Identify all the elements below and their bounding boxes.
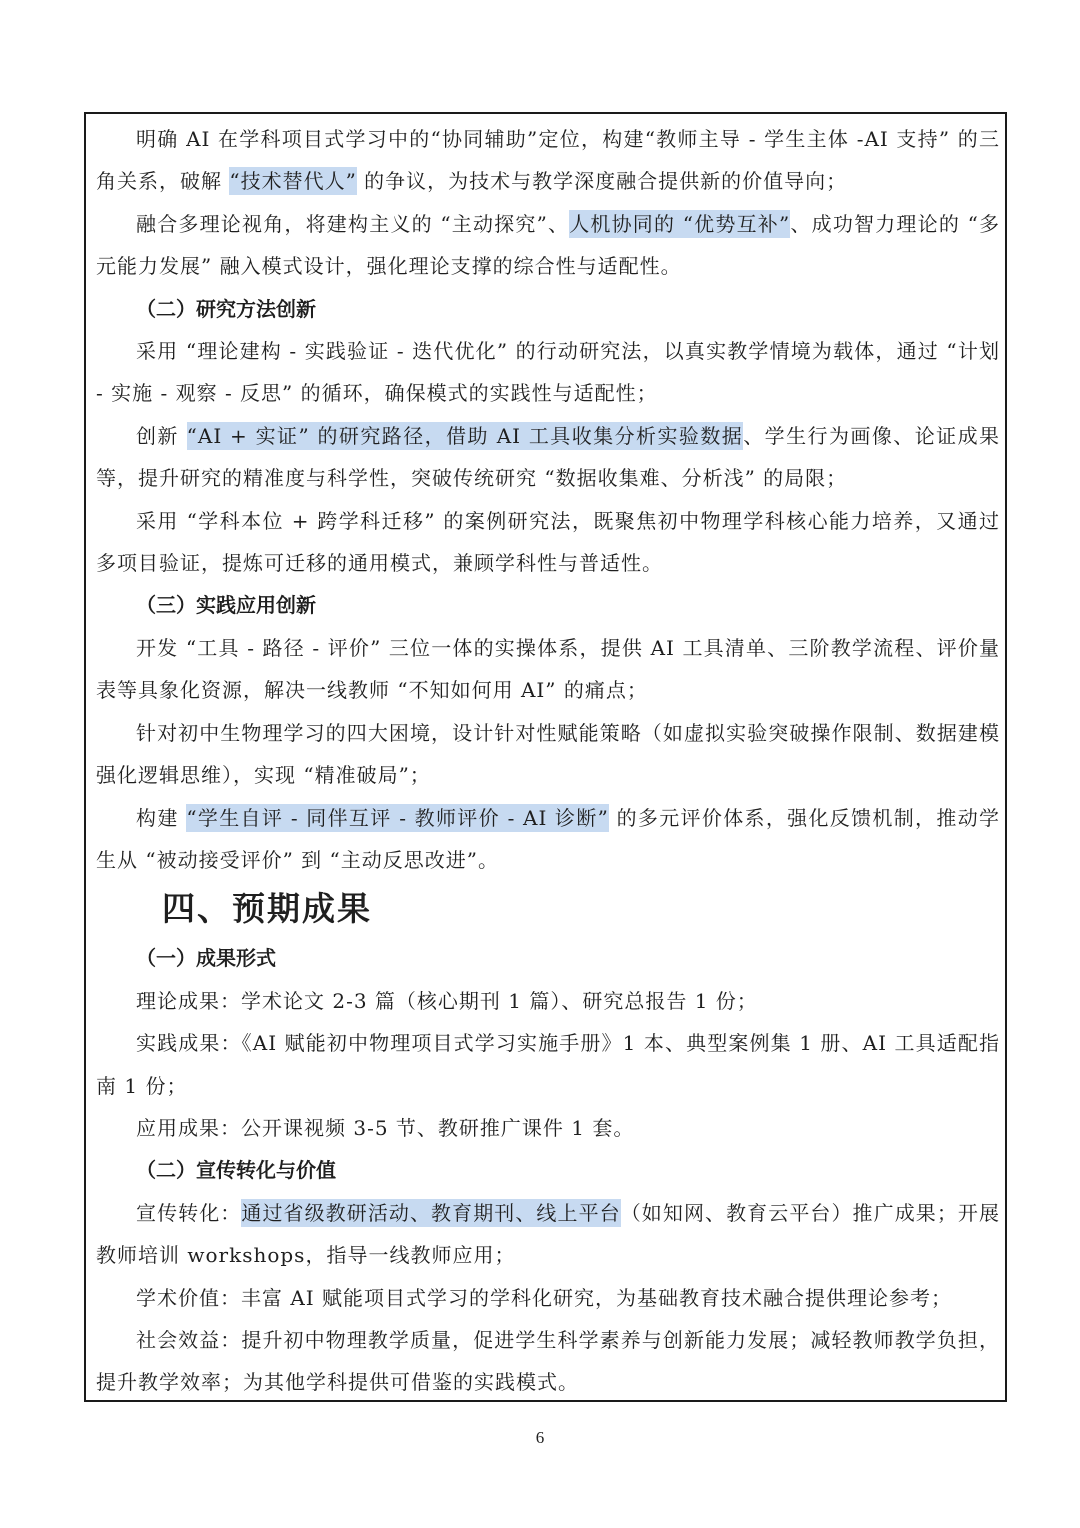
document-body — [96, 118, 1000, 1404]
paragraph-text: 采用 “学科本位 + 跨学科迁移” 的案例研究法，既聚焦初中物理学科核心能力培养，又通过多项目验证，提炼可迁移的通用模式，兼顾学科性与普适性。 — [96, 508, 1000, 576]
highlighted-text: 人机协同的 “优势互补” — [569, 211, 791, 236]
paragraph-text: 社会效益：提升初中物理教学质量，促进学生科学素养与创新能力发展；减轻教师教学负担，提升教学效率；为其他学科提供可借鉴的实践模式。 — [96, 1327, 1000, 1395]
paragraph-text: （如知网、教育云平台）推广成果；开展教师培训 workshops，指导一线教师应用； — [96, 1200, 1001, 1268]
paragraph — [96, 118, 1000, 203]
paragraph-text: 针对初中生物理学习的四大困境，设计针对性赋能策略（如虚拟实验突破操作限制、数据建模强化逻辑思维），实现 “精准破局”； — [96, 720, 1000, 788]
paragraph — [96, 415, 1000, 500]
paragraph — [96, 1107, 1000, 1149]
paragraph-text: 采用 “理论建构 - 实践验证 - 迭代优化” 的行动研究法，以真实教学情境为载体，通过 “计划 - 实施 - 观察 - 反思” 的循环，确保模式的实践性与适配性； — [96, 339, 1000, 406]
highlighted-text: “AI + 实证” 的研究路径，借助 AI 工具收集分析实验数据 — [186, 423, 744, 448]
paragraph — [96, 203, 1000, 288]
subsection-heading: （三）实践应用创新 — [136, 593, 316, 618]
paragraph-text: 的争议，为技术与教学深度融合提供新的价值导向； — [356, 169, 848, 194]
paragraph-text: 宣传转化： — [136, 1200, 242, 1225]
page-number: 6 — [535, 1428, 545, 1447]
paragraph — [96, 1022, 1000, 1107]
paragraph — [96, 627, 1000, 712]
subsection-heading: （二）研究方法创新 — [136, 296, 316, 321]
paragraph — [96, 1277, 1000, 1319]
paragraph-text: 、成功智力理论的 “多元能力发展” 融入模式设计，强化理论支撑的综合性与适配性。 — [96, 211, 1000, 279]
paragraph-text: 融合多理论视角，将建构主义的 “主动探究”、 — [136, 211, 570, 236]
paragraph-text: 创新 — [136, 423, 187, 448]
paragraph-text: 、学生行为画像、论证成果等，提升研究的精准度与科学性，突破传统研究 “数据收集难、分析浅” 的局限； — [96, 423, 1001, 491]
subsection-heading: （一）成果形式 — [136, 946, 276, 971]
paragraph-text: 理论成果：学术论文 2-3 篇（核心期刊 1 篇）、研究总报告 1 份； — [136, 988, 758, 1013]
paragraph-text: 实践成果：《AI 赋能初中物理项目式学习实施手册》1 本、典型案例集 1 册、AI 工具适配指南 1 份； — [96, 1031, 1000, 1098]
highlighted-text: 通过省级教研活动、教育期刊、线上平台 — [241, 1200, 621, 1225]
subsection-heading: （二）宣传转化与价值 — [136, 1158, 336, 1183]
paragraph-text: 应用成果：公开课视频 3-5 节、教研推广课件 1 套。 — [136, 1115, 635, 1140]
paragraph-text: 构建 — [136, 805, 187, 830]
paragraph-text: 的多元评价体系，强化反馈机制，推动学生从 “被动接受评价” 到 “主动反思改进”。 — [96, 805, 1001, 872]
paragraph — [96, 1319, 1000, 1404]
highlighted-text: “学生自评 - 同伴互评 - 教师评价 - AI 诊断” — [186, 805, 609, 830]
paragraph-text: 学术价值：丰富 AI 赋能项目式学习的学科化研究，为基础教育技术融合提供理论参考； — [136, 1285, 953, 1310]
paragraph-text: 明确 AI 在学科项目式学习中的“协同辅助”定位，构建“教师主导 - 学生主体 -AI 支持” 的三角关系，破解 — [96, 127, 1000, 194]
paragraph — [96, 797, 1000, 882]
paragraph — [96, 330, 1000, 415]
paragraph — [96, 1192, 1000, 1277]
paragraph-text: 开发 “工具 - 路径 - 评价” 三位一体的实操体系，提供 AI 工具清单、三阶教学流程、评价量表等具象化资源，解决一线教师 “不知如何用 AI” 的痛点； — [96, 635, 1000, 703]
paragraph — [96, 712, 1000, 797]
paragraph — [96, 980, 1000, 1022]
highlighted-text: “技术替代人” — [229, 169, 357, 194]
paragraph — [96, 500, 1000, 585]
section-heading: 四、预期成果 — [162, 889, 372, 929]
